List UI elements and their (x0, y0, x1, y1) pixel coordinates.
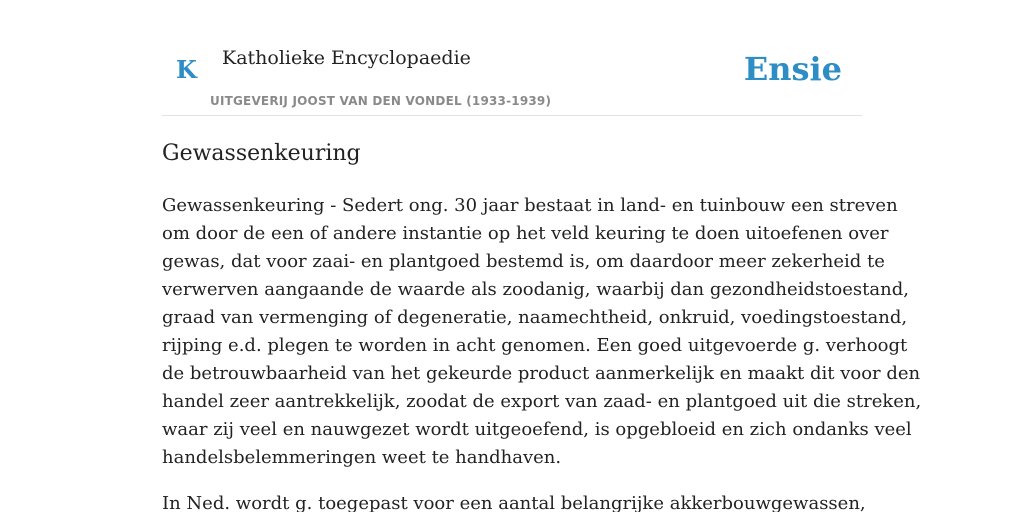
publisher-label: UITGEVERIJ JOOST VAN DEN VONDEL (1933-1939) (210, 94, 552, 108)
ensie-brand-logo[interactable]: Ensie (743, 50, 842, 88)
article-paragraph-2: In Ned. wordt g. toegepast voor een aantal belangrijke akkerbouwgewassen, (162, 493, 866, 512)
article-title: Gewassenkeuring (162, 141, 361, 166)
paragraph-line: Gewassenkeuring - Sedert ong. 30 jaar bestaat in land- en tuinbouw een streven (162, 195, 898, 216)
site-header (162, 0, 862, 116)
paragraph-line: verwerven aangaande de waarde als zoodanig, waarbij dan gezondheidstoestand, (162, 279, 909, 300)
paragraph-line: de betrouwbaarheid van het gekeurde product aanmerkelijk en maakt dit voor den (162, 363, 921, 384)
paragraph-line: rijping e.d. plegen te worden in acht genomen. Een goed uitgevoerde g. verhoogt (162, 335, 908, 356)
article-paragraph-1 (162, 192, 922, 472)
paragraph-line: gewas, dat voor zaai- en plantgoed bestemd is, om daardoor meer zekerheid te (162, 251, 885, 272)
paragraph-line: om door de een of andere instantie op het veld keuring te doen uitoefenen over (162, 223, 889, 244)
paragraph-line: graad van vermenging of degeneratie, naamechtheid, onkruid, voedingstoestand, (162, 307, 908, 328)
paragraph-line: handelsbelemmeringen weet te handhaven. (162, 447, 562, 468)
paragraph-line: waar zij veel en nauwgezet wordt uitgeoefend, is opgebloeid en zich ondanks veel (162, 419, 912, 440)
encyclopedia-title-link[interactable]: Katholieke Encyclopaedie (222, 47, 471, 69)
encyclopedia-logo[interactable]: K (176, 55, 197, 84)
paragraph-line: handel zeer aantrekkelijk, zoodat de export van zaad- en plantgoed uit die streken, (162, 391, 922, 412)
